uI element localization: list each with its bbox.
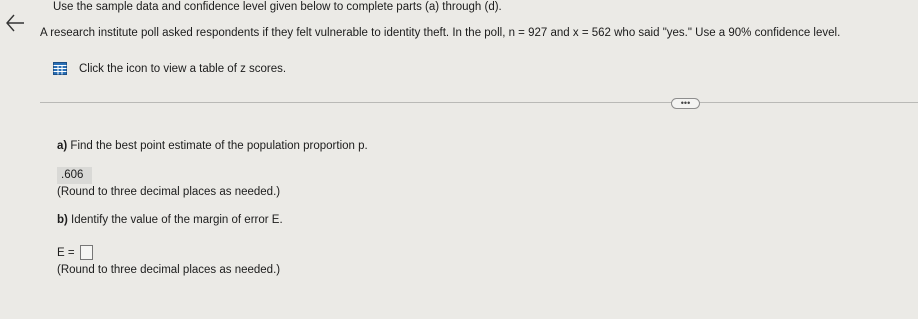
margin-of-error-row — [57, 245, 93, 260]
problem-statement — [40, 27, 840, 39]
part-a-question-text: Find the best point estimate of the population proportion p. — [67, 140, 368, 152]
successes-x: x = 562 — [572, 27, 611, 39]
part-a-rounding-note: (Round to three decimal places as needed.) — [57, 186, 281, 198]
part-a-answer-field[interactable]: .606 — [57, 167, 92, 184]
part-a-question — [57, 140, 368, 152]
z-table-link-row — [53, 62, 286, 75]
sample-size-n: n = 927 — [508, 27, 548, 39]
z-table-link-text: Click the icon to view a table of z scores. — [79, 62, 287, 75]
problem-text-start: A research institute poll asked respondents if they felt vulnerable to identity theft. In the poll, — [40, 27, 509, 39]
table-grid-icon[interactable] — [53, 62, 67, 75]
margin-of-error-input[interactable] — [80, 245, 93, 260]
expand-more-button[interactable]: ••• — [671, 98, 700, 109]
part-b-question — [57, 214, 283, 226]
part-b-question-text: Identify the value of the margin of error E. — [67, 214, 283, 226]
instructions-text: Use the sample data and confidence level given below to complete parts (a) through (d). — [53, 1, 502, 13]
problem-and: and — [547, 27, 573, 39]
section-divider — [40, 102, 918, 103]
part-b-letter: b) — [57, 214, 68, 226]
back-arrow-icon[interactable] — [4, 12, 26, 34]
problem-text-end: who said "yes." Use a 90% confidence level. — [610, 27, 841, 39]
part-b-rounding-note: (Round to three decimal places as needed.) — [57, 264, 281, 276]
part-a-letter: a) — [57, 140, 68, 152]
margin-of-error-label: E = — [57, 246, 75, 259]
